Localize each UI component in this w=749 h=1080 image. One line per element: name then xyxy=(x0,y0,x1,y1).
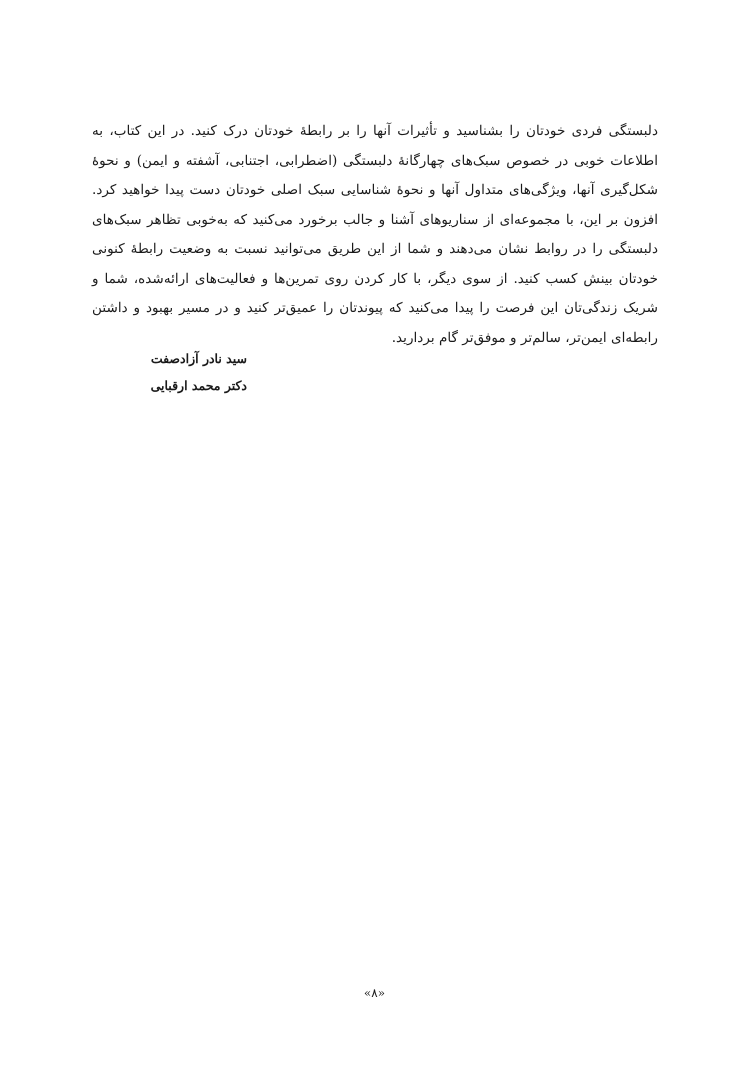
author-name-2: دکتر محمد ارقبایی xyxy=(150,378,247,393)
paragraph-line-5: دلبستگی را در روابط نشان می‌دهند و شما از این طریق می‌توانید نسبت به وضعیت رابطهٔ کنونی xyxy=(92,241,658,257)
paragraph-line-7: شریک زندگی‌تان این فرصت را پیدا می‌کنید که پیوندتان را عمیق‌تر کنید و در مسیر بهبود و داشتن xyxy=(92,300,658,316)
body-paragraph xyxy=(92,117,658,353)
paragraph-line-1: دلبستگی فردی خودتان را بشناسید و تأثیرات آنها را بر رابطهٔ خودتان درک کنید. در این کتاب، به xyxy=(92,123,658,139)
paragraph-line-6: خودتان بینش کسب کنید. از سوی دیگر، با کار کردن روی تمرین‌ها و فعالیت‌های ارائه‌شده، شما و xyxy=(92,270,658,287)
author-name-1: سید نادر آزادصفت xyxy=(150,351,247,366)
paragraph-line-2: اطلاعات خوبی در خصوص سبک‌های چهارگانهٔ دلبستگی (اضطرابی، اجتنابی، آشفته و ایمن) و نحوهٔ xyxy=(92,152,658,169)
paragraph-line-8: رابطه‌ای ایمن‌تر، سالم‌تر و موفق‌تر گام بردارید. xyxy=(391,329,658,346)
signature-block xyxy=(151,345,247,399)
paragraph-line-4: افزون بر این، با مجموعه‌ای از سناریوهای آشنا و جالب برخورد می‌کنید که به‌خوبی تظاهر سبک‌های xyxy=(92,211,658,228)
page-number: «۸» xyxy=(363,986,386,1000)
paragraph-line-3: شکل‌گیری آنها، ویژگی‌های متداول آنها و نحوهٔ شناسایی سبک اصلی خودتان دست پیدا خواهید کرد. xyxy=(92,182,658,198)
